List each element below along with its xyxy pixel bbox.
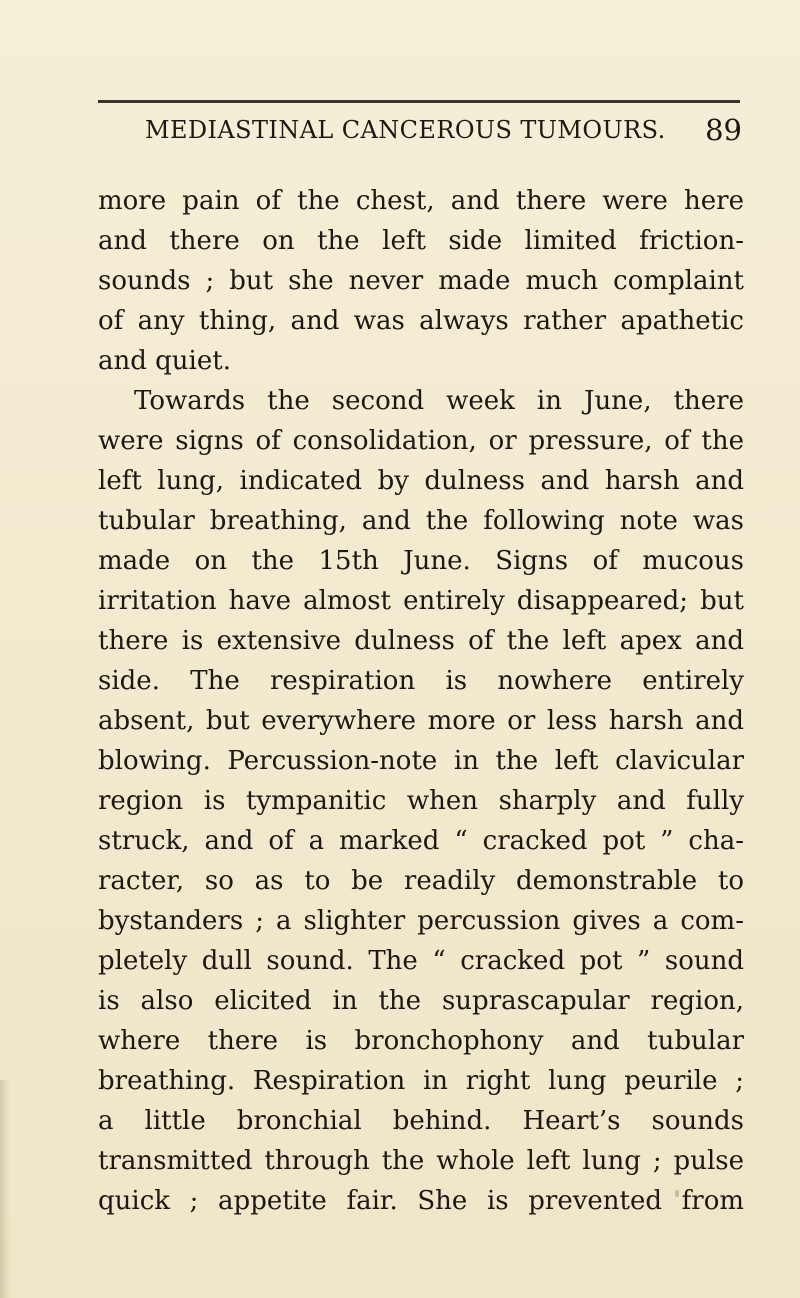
text-line: Towards the second week in June, there — [134, 386, 744, 416]
text-line: racter, so as to be readily demonstrable to — [98, 866, 744, 896]
text-line: is also elicited in the suprascapular region, — [98, 986, 744, 1016]
text-line: pletely dull sound. The “ cracked pot ” sound — [98, 946, 744, 976]
text-line: tubular breathing, and the following note was — [98, 506, 744, 536]
text-line: made on the 15th June. Signs of mucous — [98, 546, 744, 576]
text-line: left lung, indicated by dulness and harsh and — [98, 466, 744, 496]
text-line: transmitted through the whole left lung ; pulse — [98, 1146, 744, 1176]
text-line: sounds ; but she never made much complaint — [98, 266, 744, 296]
text-line: where there is bronchophony and tubular — [98, 1026, 744, 1056]
text-line: there is extensive dulness of the left apex and — [98, 626, 744, 656]
text-line: were signs of consolidation, or pressure, of the — [98, 426, 744, 456]
text-line: more pain of the chest, and there were here — [98, 186, 744, 216]
text-line: bystanders ; a slighter percussion gives a com- — [98, 906, 744, 936]
text-line: region is tympanitic when sharply and fully — [98, 786, 744, 816]
text-line: breathing. Respiration in right lung peurile ; — [98, 1066, 744, 1096]
text-line: and there on the left side limited friction- — [98, 226, 744, 256]
top-rule — [98, 100, 740, 103]
text-line: quick ; appetite fair. She is prevented from — [98, 1186, 744, 1215]
text-line: and quiet. — [98, 346, 231, 376]
body-text — [98, 181, 744, 1215]
text-line: of any thing, and was always rather apathetic — [98, 306, 744, 336]
paper-speck — [675, 1190, 679, 1197]
text-line: side. The respiration is nowhere entirely — [98, 666, 744, 696]
text-line: struck, and of a marked “ cracked pot ” cha- — [98, 826, 744, 856]
running-head: MEDIASTINAL CANCEROUS TUMOURS. — [145, 116, 666, 144]
paper-stain — [0, 1080, 10, 1298]
text-line: absent, but everywhere more or less harsh and — [98, 706, 744, 736]
text-line: blowing. Percussion-note in the left clavicular — [98, 746, 744, 776]
text-line: a little bronchial behind. Heart’s sounds — [98, 1106, 744, 1136]
page-number: 89 — [705, 113, 742, 147]
text-line: irritation have almost entirely disappeared; but — [98, 586, 744, 616]
